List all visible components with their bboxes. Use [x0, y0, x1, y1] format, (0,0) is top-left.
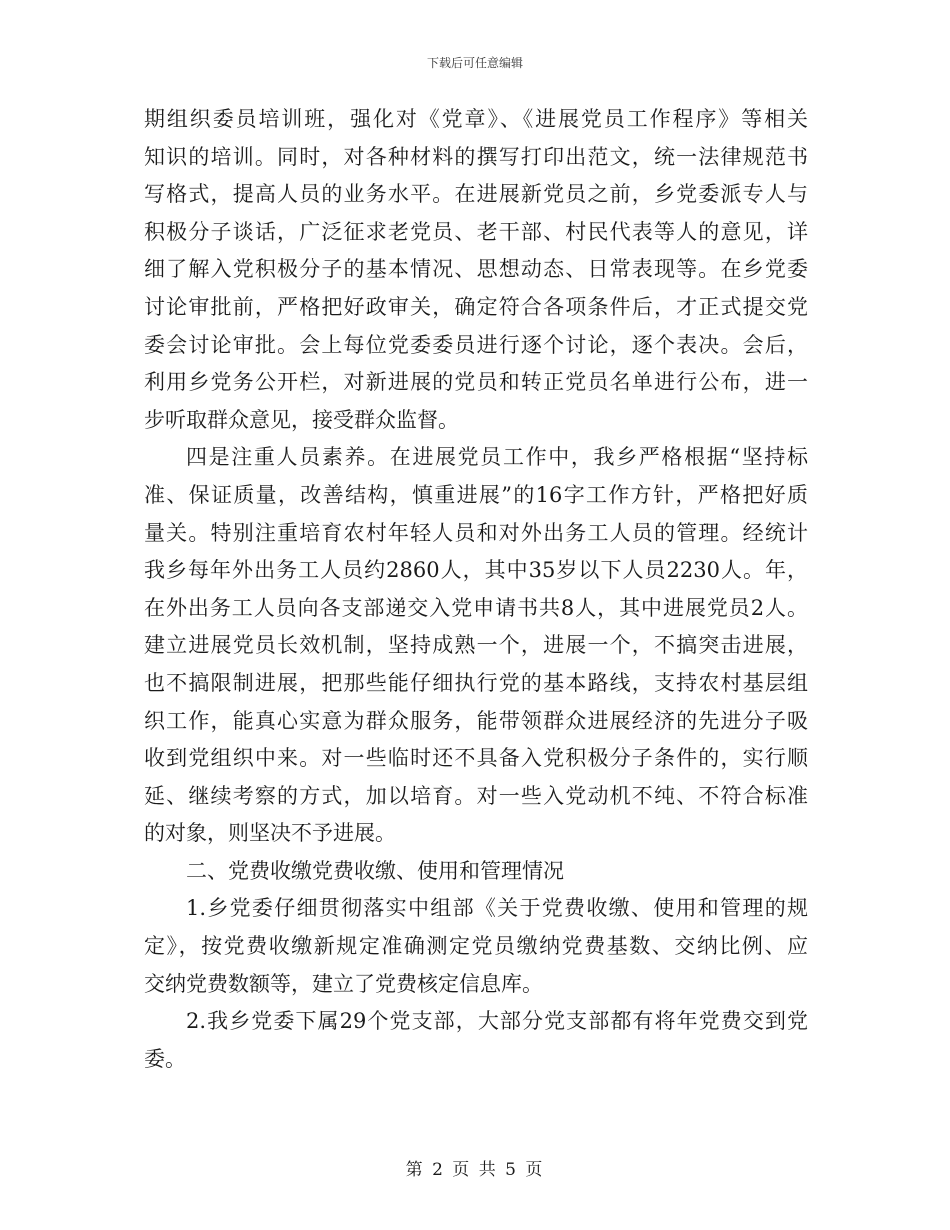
paragraph-2 [144, 439, 808, 853]
text-line: 讨论审批前，严格把好政审关，确定符合各项条件后，才正式提交党 [144, 294, 808, 319]
page-footer: 第 2 页 共 5 页 [405, 1160, 545, 1180]
text-line: 收到党组织中来。对一些临时还不具备入党积极分子条件的，实行顺 [144, 746, 808, 771]
text-line: 1.乡党委仔细贯彻落实中组部《关于党费收缴、使用和管理的规 [186, 896, 808, 921]
text-line: 知识的培训。同时，对各种材料的撰写打印出范文，统一法律规范书 [144, 144, 808, 169]
text-line: 我乡每年外出务工人员约2860人，其中35岁以下人员2230人。年， [144, 558, 808, 583]
text-line: 期组织委员培训班，强化对《党章》、《进展党员工作程序》等相关 [144, 107, 808, 131]
paragraph-1 [144, 101, 808, 439]
text-line: 写格式，提高人员的业务水平。在进展新党员之前，乡党委派专人与 [144, 182, 808, 207]
text-line: 交纳党费数额等，建立了党费核定信息库。 [144, 971, 543, 996]
text-line: 利用乡党务公开栏，对新进展的党员和转正党员名单进行公布，进一 [144, 370, 808, 395]
paragraph-4 [144, 1003, 808, 1078]
text-line: 的对象，则坚决不予进展。 [144, 821, 396, 846]
text-line: 委。 [144, 1046, 186, 1071]
heading-line: 二、党费收缴党费收缴、使用和管理情况 [186, 858, 564, 883]
text-line: 量关。特别注重培育农村年轻人员和对外出务工人员的管理。经统计 [144, 520, 808, 545]
text-line: 延、继续考察的方式，加以培育。对一些入党动机不纯、不符合标准 [144, 783, 808, 808]
section-heading [144, 853, 808, 891]
text-line: 细了解入党积极分子的基本情况、思想动态、日常表现等。在乡党委 [144, 257, 808, 282]
page-header: 下载后可任意编辑 [426, 56, 523, 70]
text-line: 2.我乡党委下属29个党支部，大部分党支部都有将年党费交到党 [186, 1009, 808, 1034]
paragraph-3 [144, 890, 808, 1003]
text-line: 委会讨论审批。会上每位党委委员进行逐个讨论，逐个表决。会后， [144, 332, 808, 357]
text-line: 也不搞限制进展，把那些能仔细执行党的基本路线，支持农村基层组 [144, 670, 808, 695]
text-line: 在外出务工人员向各支部递交入党申请书共8人，其中进展党员2人。 [144, 595, 808, 620]
text-line: 建立进展党员长效机制，坚持成熟一个，进展一个，不搞突击进展， [144, 633, 808, 658]
text-line: 步听取群众意见，接受群众监督。 [144, 407, 459, 432]
text-line: 织工作，能真心实意为群众服务，能带领群众进展经济的先进分子吸 [144, 708, 808, 733]
text-line: 准、保证质量，改善结构，慎重进展”的16字工作方针，严格把好质 [144, 482, 808, 507]
text-line: 四是注重人员素养。在进展党员工作中，我乡严格根据“坚持标 [186, 445, 808, 470]
text-line: 积极分子谈话，广泛征求老党员、老干部、村民代表等人的意见，详 [144, 219, 808, 244]
document-body [144, 101, 808, 1078]
text-line: 定》，按党费收缴新规定准确测定党员缴纳党费基数、交纳比例、应 [144, 934, 808, 959]
